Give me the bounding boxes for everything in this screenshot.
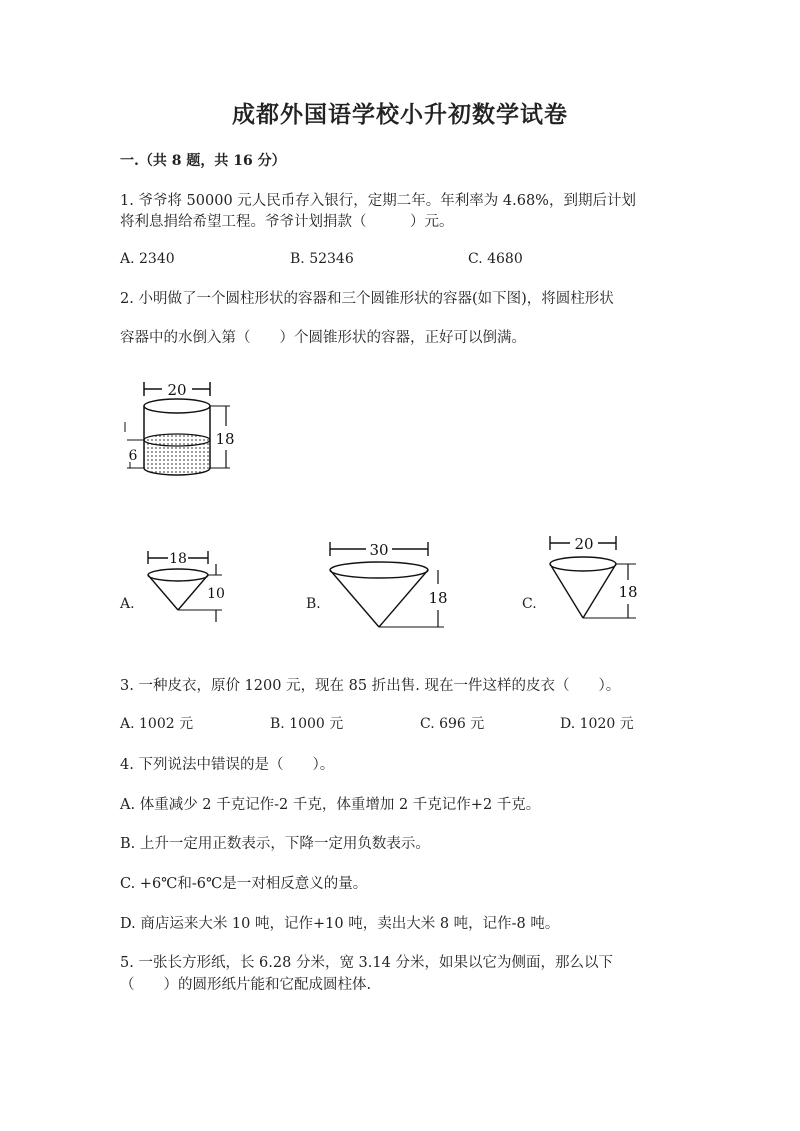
q1-option-c: C. 4680 — [468, 251, 523, 267]
q4-option-c: C. +6℃和-6℃是一对相反意义的量。 — [120, 876, 368, 892]
cone-b-diameter-label: 30 — [369, 541, 389, 559]
q1-line-2: 将利息捐给希望工程。爷爷计划捐款（ ）元。 — [120, 214, 454, 230]
cylinder-figure — [122, 378, 242, 488]
q5-line-2: （ ）的圆形纸片能和它配成圆柱体. — [120, 977, 372, 993]
q2-line-1: 2. 小明做了一个圆柱形状的容器和三个圆锥形状的容器(如下图)，将圆柱形状 — [120, 291, 614, 307]
cylinder-water-label: 6 — [128, 448, 138, 464]
q4-option-d: D. 商店运来大米 10 吨，记作+10 吨，卖出大米 8 吨，记作-8 吨。 — [120, 916, 560, 932]
cone-a-diameter-label: 18 — [169, 551, 187, 567]
page-title: 成都外国语学校小升初数学试卷 — [232, 101, 568, 128]
cone-a-height-label: 10 — [207, 586, 225, 602]
cone-b-label: B. — [306, 596, 321, 612]
q3-option-c: C. 696 元 — [420, 716, 485, 732]
q3-line-1: 3. 一种皮衣，原价 1200 元，现在 85 折出售. 现在一件这样的皮衣（ ）。 — [120, 678, 621, 694]
cone-c-height-label: 18 — [618, 583, 638, 601]
q1-option-b: B. 52346 — [290, 251, 354, 267]
q3-option-a: A. 1002 元 — [120, 716, 194, 732]
q5-line-1: 5. 一张长方形纸，长 6.28 分米，宽 3.14 分米，如果以它为侧面，那么以下 — [120, 955, 613, 971]
q1-option-a: A. 2340 — [120, 251, 175, 267]
cone-a-figure — [140, 548, 240, 628]
cylinder-height-label: 18 — [215, 430, 235, 448]
q3-option-b: B. 1000 元 — [270, 716, 344, 732]
cone-b-height-label: 18 — [428, 589, 448, 607]
cone-c-diameter-label: 20 — [574, 535, 594, 553]
cone-c-figure — [546, 534, 646, 624]
cylinder-diameter-label: 20 — [167, 381, 187, 399]
cone-b-figure — [326, 540, 456, 630]
q4-option-a: A. 体重减少 2 千克记作-2 千克，体重增加 2 千克记作+2 千克。 — [120, 797, 541, 813]
q1-line-1: 1. 爷爷将 50000 元人民币存入银行，定期二年。年利率为 4.68%，到期后计划 — [120, 193, 636, 209]
cone-a-label: A. — [120, 596, 135, 612]
q3-option-d: D. 1020 元 — [560, 716, 634, 732]
q4-line-1: 4. 下列说法中错误的是（ ）。 — [120, 757, 335, 773]
section-heading: 一.（共 8 题，共 16 分） — [120, 153, 286, 169]
q4-option-b: B. 上升一定用正数表示，下降一定用负数表示。 — [120, 836, 430, 852]
q2-line-2: 容器中的水倒入第（ ）个圆锥形状的容器，正好可以倒满。 — [120, 330, 526, 346]
cone-c-label: C. — [522, 596, 537, 612]
